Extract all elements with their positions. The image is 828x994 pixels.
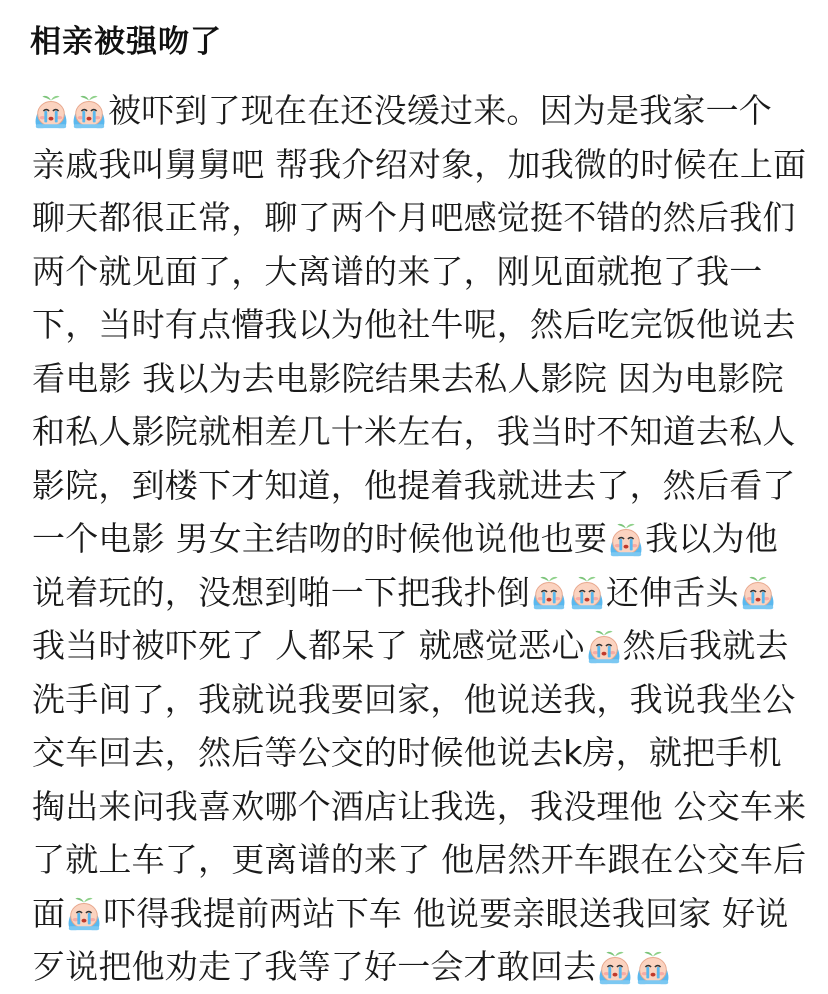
crying-face-icon: [596, 948, 634, 986]
post-text: 和私人影院就相差几十米左右，我当时不知道去私人: [32, 412, 796, 451]
post-body-line: [32, 566, 812, 620]
post-body-line: [32, 833, 812, 887]
post-body-line: [32, 726, 812, 780]
post-body-line: [32, 887, 812, 941]
post-text: 我当时被吓死了 人都呆了 就感觉恶心: [32, 626, 585, 665]
crying-face-icon: [739, 573, 777, 611]
post-text: 掏出来问我喜欢哪个酒店让我选，我没理他 公交车来: [32, 786, 807, 826]
post-body-line: [32, 352, 812, 406]
post-text: 吓得我提前两站下车 他说要亲眼送我回家 好说: [103, 893, 789, 933]
post-text: 聊天都很正常，聊了两个月吧感觉挺不错的然后我们: [32, 198, 796, 237]
post-body-line: [32, 673, 812, 727]
post-body-line: [32, 245, 812, 299]
post-text: 洗手间了，我就说我要回家，他说送我，我说我坐公: [32, 679, 796, 719]
crying-face-icon: [634, 948, 672, 986]
crying-face-icon: [568, 573, 606, 611]
post-text: 交车回去，然后等公交的时候他说去k房，就把手机: [32, 733, 782, 772]
post-text: 我以为他: [645, 519, 778, 558]
post-body-line: [32, 619, 812, 673]
post-text: 被吓到了现在在还没缓过来。因为是我家一个: [108, 91, 772, 130]
post-text: 歹说把他劝走了我等了好一会才敢回去: [32, 947, 597, 986]
post-body-line: [32, 138, 812, 192]
post-body-line: [32, 191, 812, 245]
crying-face-icon: [530, 573, 568, 611]
post-text: 说着玩的，没想到啪一下把我扑倒: [32, 572, 530, 612]
post-body-line: [32, 298, 812, 352]
post-body-line: [32, 512, 812, 566]
post-body-line: [32, 780, 812, 834]
post-text: 了就上车了，更离谱的来了 他居然开车跟在公交车后: [32, 840, 807, 879]
post-body: [32, 84, 812, 994]
crying-face-icon: [65, 894, 103, 932]
post-body-line: [32, 940, 812, 994]
post-body-line: [32, 405, 812, 459]
crying-face-icon: [607, 520, 645, 558]
post-title: 相亲被强吻了: [30, 24, 222, 60]
post-text: 一个电影 男女主结吻的时候他说他也要: [32, 519, 608, 558]
post-text: 亲戚我叫舅舅吧 帮我介绍对象，加我微的时候在上面: [32, 144, 807, 184]
post-text: 影院，到楼下才知道，他提着我就进去了，然后看了: [32, 465, 796, 505]
post-text: 然后我就去: [622, 626, 789, 665]
post-text: 还伸舌头: [606, 572, 739, 612]
post-text: 两个就见面了，大离谱的来了，刚见面就抱了我一: [32, 251, 763, 291]
post-text: 下，当时有点懵我以为他社牛呢，然后吃完饭他说去: [32, 305, 796, 344]
post-text: 面: [32, 893, 66, 933]
crying-face-icon: [70, 92, 108, 130]
crying-face-icon: [32, 92, 70, 130]
crying-face-icon: [585, 627, 623, 665]
post-body-line: [32, 84, 812, 138]
post-text: 看电影 我以为去电影院结果去私人影院 因为电影院: [32, 358, 784, 398]
post-body-line: [32, 459, 812, 513]
